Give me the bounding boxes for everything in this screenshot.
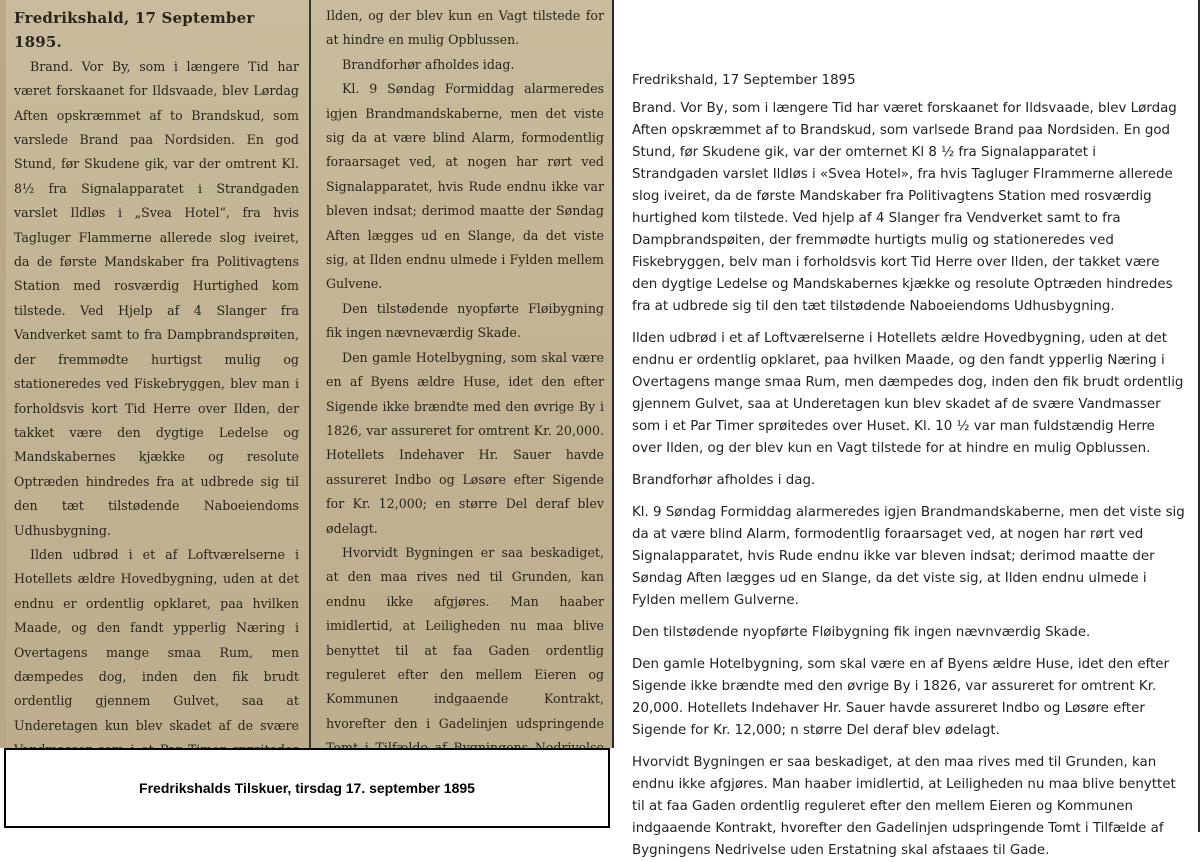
scan-paragraph: Brandforhør afholdes idag. bbox=[342, 56, 515, 72]
scan-paragraph: Brand. Vor By, som i længere Tid har været forskaanet for Ildsvaade, blev Lørdag Aften opskræmmet af to Brandskud, som varslede Brand paa Nordsiden. En god Stund, før Skudene gik, var der omtrent Kl. 8½ fra Signalapparatet i Strandgaden varslet Ildløs i „Svea Hotel“, fra hvis Tagluger Flammerne allerede slog iveiret, da de første Mandskaber fra Politivagtens Station med rosværdig Hurtighed kom tilstede. Ved Hjelp af 4 Slanger fra Vandverket samt to fra Dampbrandsprøiten, der fremmødte hurtigst mulig og stationeredes ved Fiskebryggen, blev man i forholdsvis kort Tid Herre over Ilden, der takket være den dygtige Ledelse og Mandskabernes kjække og resolute Optræden hindredes fra at udbrede sig til den tæt tilstødende Naboeiendoms Udhusbygning. bbox=[14, 58, 299, 538]
column-rule bbox=[309, 0, 311, 748]
scan-column-2 bbox=[318, 0, 608, 748]
transcript-title: Fredrikshald, 17 September 1895 bbox=[632, 73, 856, 88]
transcript-paragraph: Hvorvidt Bygningen er saa beskadiget, at den maa rives med til Grunden, kan endnu ikke afgjøres. Man haaber imidlertid, at Leiligheden nu maa blive benyttet til at faa Gaden ordentlig reguleret efter den mellem Eieren og Kommunen indgaaende Kontrakt, hvorefter den Gadelinjen udspringende Tomt i Tilfælde af Bygningens Nedrivelse uden Erstatning skal afstaaes til Gade. bbox=[632, 755, 1176, 858]
scan-paragraph: Hvorvidt Bygningen er saa beskadiget, at den maa rives ned til Grunden, kan endnu ikke afgjøres. Man haaber imidlertid, at Leiligheden nu maa blive benyttet til at faa Gaden ordentlig reguleret efter den mellem Eieren og Kommunen indgaaende Kontrakt, hvorefter den i Gadelinjen udspringende bbox=[326, 544, 604, 731]
scan-dateline: Fredrikshald, 17 September 1895. bbox=[14, 9, 255, 52]
scan-edge bbox=[0, 0, 6, 748]
scan-paragraph: Ilden, og der blev kun en Vagt tilstede for at hindre en mulig Opblussen. bbox=[326, 8, 604, 48]
scan-paragraph: Den gamle Hotelbygning, som skal være en af Byens ældre Huse, idet den efter Sigende ikke brændte med den øvrige By i 1826, var assureret for omtrent Kr. 20,000. Hotellets Indehaver Hr. Sauer havde assureret Indbo og Løsøre efter Sigende for Kr. 12,000; en større Del deraf blev ødelagt. bbox=[326, 349, 604, 536]
transcription bbox=[614, 0, 1200, 858]
scan-column-1 bbox=[8, 0, 303, 748]
newspaper-scan bbox=[0, 0, 614, 748]
scan-paragraph: Kl. 9 Søndag Formiddag alarmeredes igjen Brandmandskaberne, men det viste sig da at være blind Alarm, formodentlig foraarsaget ved, at nogen har rørt ved Signalapparatet, hvis Rude endnu ikke var bleven indsat; derimod maatte der Søndag Aften lægges ud en Slange, da det viste sig, at Ilden endnu ulmede i Fylden mellem Gulvene. bbox=[326, 81, 604, 292]
transcript-paragraph: Brandforhør afholdes i dag. bbox=[632, 473, 816, 488]
transcript-paragraph: Den tilstødende nyopførte Fløibygning fik ingen nævnværdig Skade. bbox=[632, 625, 1091, 640]
source-caption: Fredrikshalds Tilskuer, tirsdag 17. september 1895 bbox=[139, 780, 475, 796]
transcript-paragraph: Den gamle Hotelbygning, som skal være en af Byens ældre Huse, idet den efter Sigende ikke brændte med den øvrige By i 1826, var assureret for omtrent Kr. 20,000. Hotellets Indehaver Hr. Sauer havde assureret Indbo og Løsøre efter Sigende for Kr. 12,000; n større Del deraf blev ødelagt. bbox=[632, 657, 1170, 738]
scan-paragraph: Den tilstødende nyopførte Fløibygning fik ingen nævneværdig Skade. bbox=[326, 300, 604, 341]
transcript-paragraph: Ilden udbrød i et af Loftværelserne i Hotellets ældre Hovedbygning, uden at det endnu er ordentlig opklaret, paa hvilken Maade, og den fandt ypperlig Næring i Overtagens mange smaa Rum, men dæmpedes dog, inden den fik brudt ordentlig gjennem Gulvet, saa at Underetagen kun blev skadet af de svære Vandmasser som i et Par Timer sprøitedes over Huset. Kl. 10 ½ var man fuldstændig Herre over Ilden, og der blev kun en Vagt tilstede for at hindre en mulig Opblussen. bbox=[632, 331, 1184, 456]
transcript-paragraph: Kl. 9 Søndag Formiddag alarmeredes igjen Brandmandskaberne, men det viste sig da at være blind Alarm, formodentlig foraarsaget ved, at nogen har rørt ved Signalapparatet, hvis Rude endnu ikke var bleven indsat; derimod maatte der Søndag Aften lægges ud en Slange, da det viste sig, at Ilden endnu ulmede i Fylden mellem Gulverne. bbox=[632, 505, 1185, 608]
scan-paragraph: Ilden udbrød i et af Loftværelserne i Hotellets ældre Hovedbygning, uden at det endnu er ordentlig opklaret, paa hvilken Maade, og den fandt ypperlig Næring i Overtagens mange smaa Rum, men dæmpedes dog, inden den fik brudt ordentlig gjennem Gulvet, saa at Underetagen kun blev skadet af de svære bbox=[14, 546, 299, 733]
transcript-paragraph: Brand. Vor By, som i længere Tid har været forskaanet for Ildsvaade, blev Lørdag Aften opskræmmet af to Brandskud, som varlsede Brand paa Nordsiden. En god Stund, før Skudene gik, var der omternet Kl 8 ½ fra Signalapparatet i Strandgaden varslet Ildløs i «Svea Hotel», fra hvis Tagluger Flrammerne allerede slog iveiret, da de første Mandskaber fra Politivagtens Station med rosværdig hurtighed kom tilstede. Ved hjelp af 4 Slanger fra Vendverket samt to fra Dampbrandspøiten, der fremmødte hurtigts mulig og stationeredes ved Fiskebryggen, belv man i forholdsvis kort Tid Herre over Ilden, der takket være den dygtige Ledelse og Mandskabernes kjække og resolute Optræden hindredes fra at udbrede sig til den tæt tilstødende Naboeiendoms Udhusbygning. bbox=[632, 101, 1177, 314]
caption-box bbox=[4, 748, 610, 828]
